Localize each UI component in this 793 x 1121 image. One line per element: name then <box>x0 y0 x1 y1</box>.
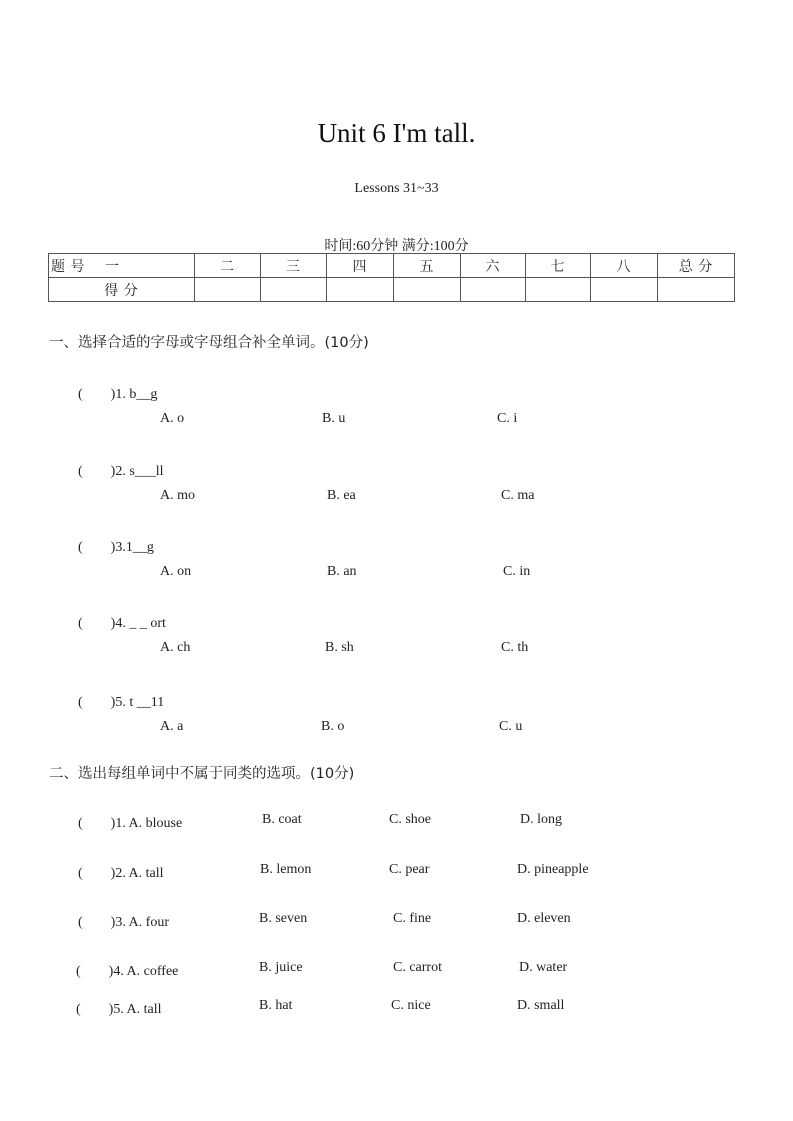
score-cell[interactable] <box>591 278 658 302</box>
lessons-subtitle: Lessons 31~33 <box>354 181 439 196</box>
s1-q3-label: ( )3.1__g <box>78 540 154 555</box>
s1-q3-option-c: C. in <box>503 564 531 579</box>
score-cell[interactable] <box>658 278 735 302</box>
s2-q1-option-b: B. coat <box>262 812 302 827</box>
header-cell-2: 二 <box>195 254 261 278</box>
header-cell-8: 八 <box>591 254 658 278</box>
s1-q2-option-b: B. ea <box>327 488 356 503</box>
s1-q2-option-c: C. ma <box>501 488 535 503</box>
s1-q1-option-c: C. i <box>497 411 518 426</box>
score-cell[interactable] <box>261 278 327 302</box>
s2-q2-label: ( )2. A. tall <box>78 866 164 881</box>
s2-q2-option-c: C. pear <box>389 862 430 877</box>
s1-q5-option-b: B. o <box>321 719 345 734</box>
score-cell[interactable] <box>526 278 591 302</box>
header-cell-5: 五 <box>394 254 461 278</box>
header-cell-total: 总 分 <box>658 254 735 278</box>
score-cell[interactable] <box>461 278 526 302</box>
header-cell-3: 三 <box>261 254 327 278</box>
s2-q4-option-c: C. carrot <box>393 960 442 975</box>
s2-q4-option-b: B. juice <box>259 960 303 975</box>
score-table-score-row <box>49 278 735 302</box>
s2-q1-option-d: D. long <box>520 812 562 827</box>
s1-q1-option-a: A. o <box>160 411 185 426</box>
s2-q3-option-d: D. eleven <box>517 911 571 926</box>
s2-q1-option-c: C. shoe <box>389 812 431 827</box>
s1-q4-option-a: A. ch <box>160 640 191 655</box>
s1-q5-label: ( )5. t __11 <box>78 695 165 710</box>
s1-q4-option-c: C. th <box>501 640 529 655</box>
s2-q1-label: ( )1. A. blouse <box>78 816 183 831</box>
s2-q2-option-b: B. lemon <box>260 862 312 877</box>
section2-title: 二、选出每组单词中不属于同类的选项。(10分) <box>49 766 355 782</box>
s2-q5-label: ( )5. A. tall <box>76 1002 162 1017</box>
score-table <box>48 253 735 302</box>
header-cell-7: 七 <box>526 254 591 278</box>
score-cell[interactable] <box>195 278 261 302</box>
score-cell[interactable] <box>327 278 394 302</box>
s2-q4-label: ( )4. A. coffee <box>76 964 179 979</box>
s2-q5-option-d: D. small <box>517 998 565 1013</box>
header-cell-4: 四 <box>327 254 394 278</box>
s1-q3-option-a: A. on <box>160 564 192 579</box>
page-title: Unit 6 I'm tall. <box>317 118 476 148</box>
time-score-info: 时间:60分钟 满分:100分 <box>324 239 469 254</box>
score-label-cell: 得 分 <box>49 278 195 302</box>
s1-q4-label: ( )4. _ _ ort <box>78 616 166 631</box>
score-table-header-row <box>49 254 735 278</box>
header-cell-number: 题 号 一 <box>49 254 195 278</box>
section1-title: 一、选择合适的字母或字母组合补全单词。(10分) <box>49 335 369 351</box>
s2-q3-label: ( )3. A. four <box>78 915 169 930</box>
s2-q5-option-b: B. hat <box>259 998 293 1013</box>
s1-q1-option-b: B. u <box>322 411 346 426</box>
header-cell-6: 六 <box>461 254 526 278</box>
s2-q3-option-c: C. fine <box>393 911 432 926</box>
s1-q4-option-b: B. sh <box>325 640 354 655</box>
s1-q5-option-a: A. a <box>160 719 184 734</box>
s1-q3-option-b: B. an <box>327 564 357 579</box>
s2-q3-option-b: B. seven <box>259 911 308 926</box>
s1-q1-label: ( )1. b__g <box>78 387 158 402</box>
s2-q5-option-c: C. nice <box>391 998 431 1013</box>
score-cell[interactable] <box>394 278 461 302</box>
s2-q4-option-d: D. water <box>519 960 568 975</box>
s1-q2-label: ( )2. s___ll <box>78 464 164 479</box>
s1-q2-option-a: A. mo <box>160 488 195 503</box>
s1-q5-option-c: C. u <box>499 719 523 734</box>
s2-q2-option-d: D. pineapple <box>517 862 589 877</box>
